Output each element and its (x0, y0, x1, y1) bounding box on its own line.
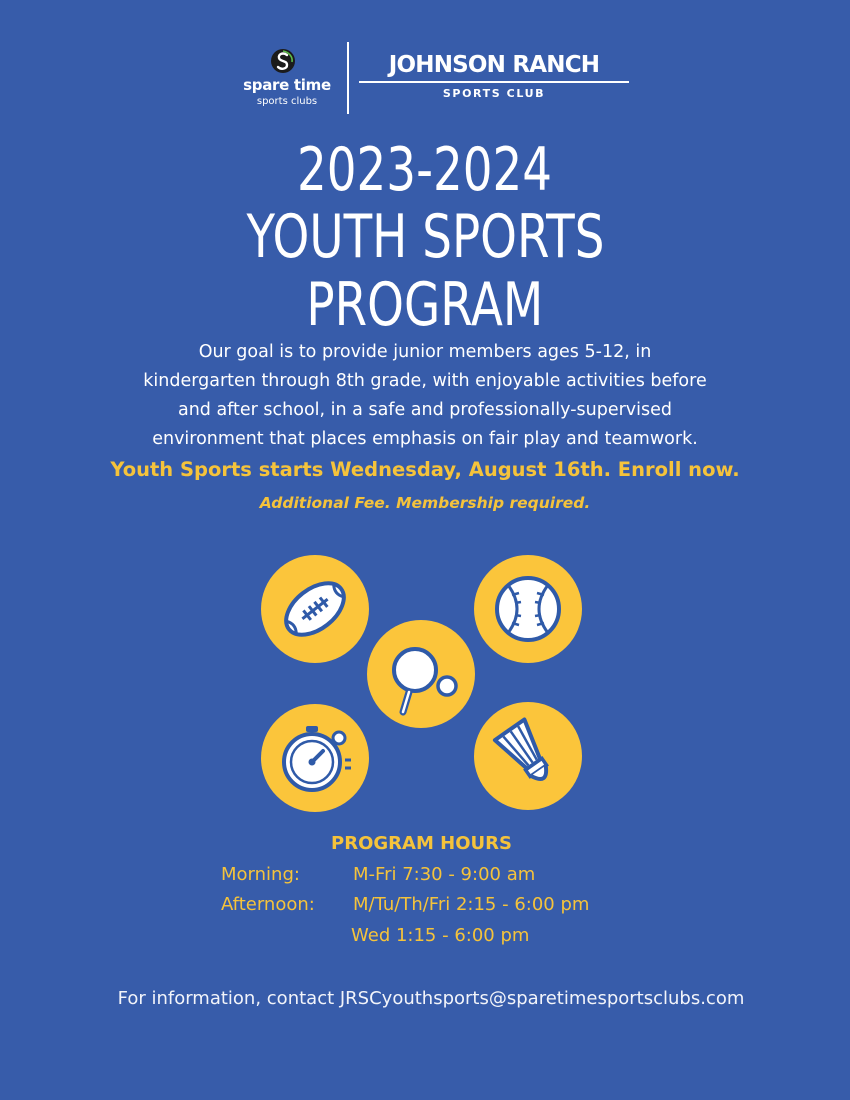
intro-line: kindergarten through 8th grade, with enjoyable activities before (143, 371, 707, 391)
stopwatch-icon (261, 704, 369, 812)
spare-time-name: spare time (243, 76, 331, 94)
start-announcement: Youth Sports starts Wednesday, August 16th. Enroll now. (110, 458, 740, 481)
johnson-ranch-name: JOHNSON RANCH (388, 52, 600, 78)
johnson-ranch-rule (359, 81, 629, 83)
johnson-ranch-sub: SPORTS CLUB (442, 87, 546, 100)
intro-line: and after school, in a safe and professionally-supervised (177, 400, 673, 420)
title-year: 2023-2024 (297, 135, 553, 205)
spare-time-mark-icon (270, 48, 296, 74)
spare-time-sub: sports clubs (256, 96, 318, 107)
badminton-icon (474, 702, 582, 810)
hours-label-afternoon: Afternoon: (221, 894, 315, 915)
program-hours-title: PROGRAM HOURS (331, 833, 512, 854)
hours-label-morning: Morning: (221, 864, 300, 885)
contact-info: For information, contact JRSCyouthsports@sparetimesportsclubs.com (117, 988, 745, 1009)
spare-time-logo (232, 46, 342, 116)
ping-pong-icon (367, 620, 475, 728)
hours-value-afternoon: M/Tu/Th/Fri 2:15 - 6:00 pm (353, 894, 590, 915)
intro-line: environment that places emphasis on fair play and teamwork. (152, 429, 698, 449)
intro-paragraph (110, 338, 740, 454)
football-icon (261, 555, 369, 663)
logo-divider (347, 42, 349, 114)
hours-value-morning: M-Fri 7:30 - 9:00 am (353, 864, 536, 885)
title-program: PROGRAM (306, 270, 544, 340)
intro-line: Our goal is to provide junior members ages 5-12, in (198, 342, 652, 362)
hours-value-wednesday: Wed 1:15 - 6:00 pm (351, 925, 530, 946)
title-youth-sports: YOUTH SPORTS (246, 202, 604, 272)
fee-note: Additional Fee. Membership required. (259, 494, 591, 512)
baseball-icon (474, 555, 582, 663)
